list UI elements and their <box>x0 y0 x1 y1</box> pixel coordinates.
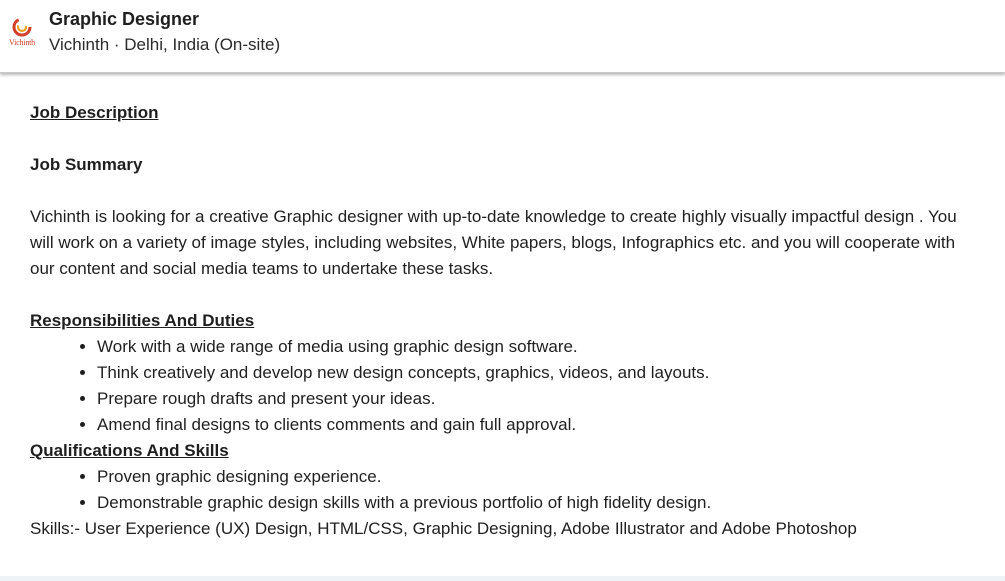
job-summary-heading: Job Summary <box>30 155 143 174</box>
job-title[interactable]: Graphic Designer <box>49 9 200 29</box>
list-item: • Demonstrable graphic design skills with a previous portfolio of high fidelity design. <box>97 490 980 516</box>
list-item: • Work with a wide range of media using graphic design software. <box>97 334 980 360</box>
job-summary-paragraph: Vichinth is looking for a creative Graphic designer with up-to-date knowledge to create highly visually impactful design . You will work on a variety of image styles, including websites, White papers, blogs, Infographics etc. and you will cooperate with our content and social media teams to undertake these tasks. <box>30 207 957 278</box>
company-logo-text: Vichinth <box>9 38 35 47</box>
list-item: • Amend final designs to clients comments and gain full approval. <box>97 412 980 438</box>
skills-line: Skills:- User Experience (UX) Design, HTML/CSS, Graphic Designing, Adobe Illustrator and Adobe Photoshop <box>30 519 857 538</box>
bottom-divider <box>0 576 1005 581</box>
list-item: • Think creatively and develop new design concepts, graphics, videos, and layouts. <box>97 360 980 386</box>
responsibilities-list <box>30 334 980 438</box>
company-logo-icon <box>11 16 33 38</box>
qualifications-heading: Qualifications And Skills <box>30 441 229 460</box>
list-item: • Proven graphic designing experience. <box>97 464 980 490</box>
job-header <box>0 0 1005 73</box>
company-logo[interactable] <box>4 14 40 54</box>
job-description-heading: Job Description <box>30 103 159 122</box>
list-item: • Prepare rough drafts and present your ideas. <box>97 386 980 412</box>
job-company-location: Vichinth · Delhi, India (On-site) <box>49 35 281 54</box>
qualifications-list <box>30 464 980 516</box>
job-description-body <box>30 100 980 542</box>
responsibilities-heading: Responsibilities And Duties <box>30 311 255 330</box>
